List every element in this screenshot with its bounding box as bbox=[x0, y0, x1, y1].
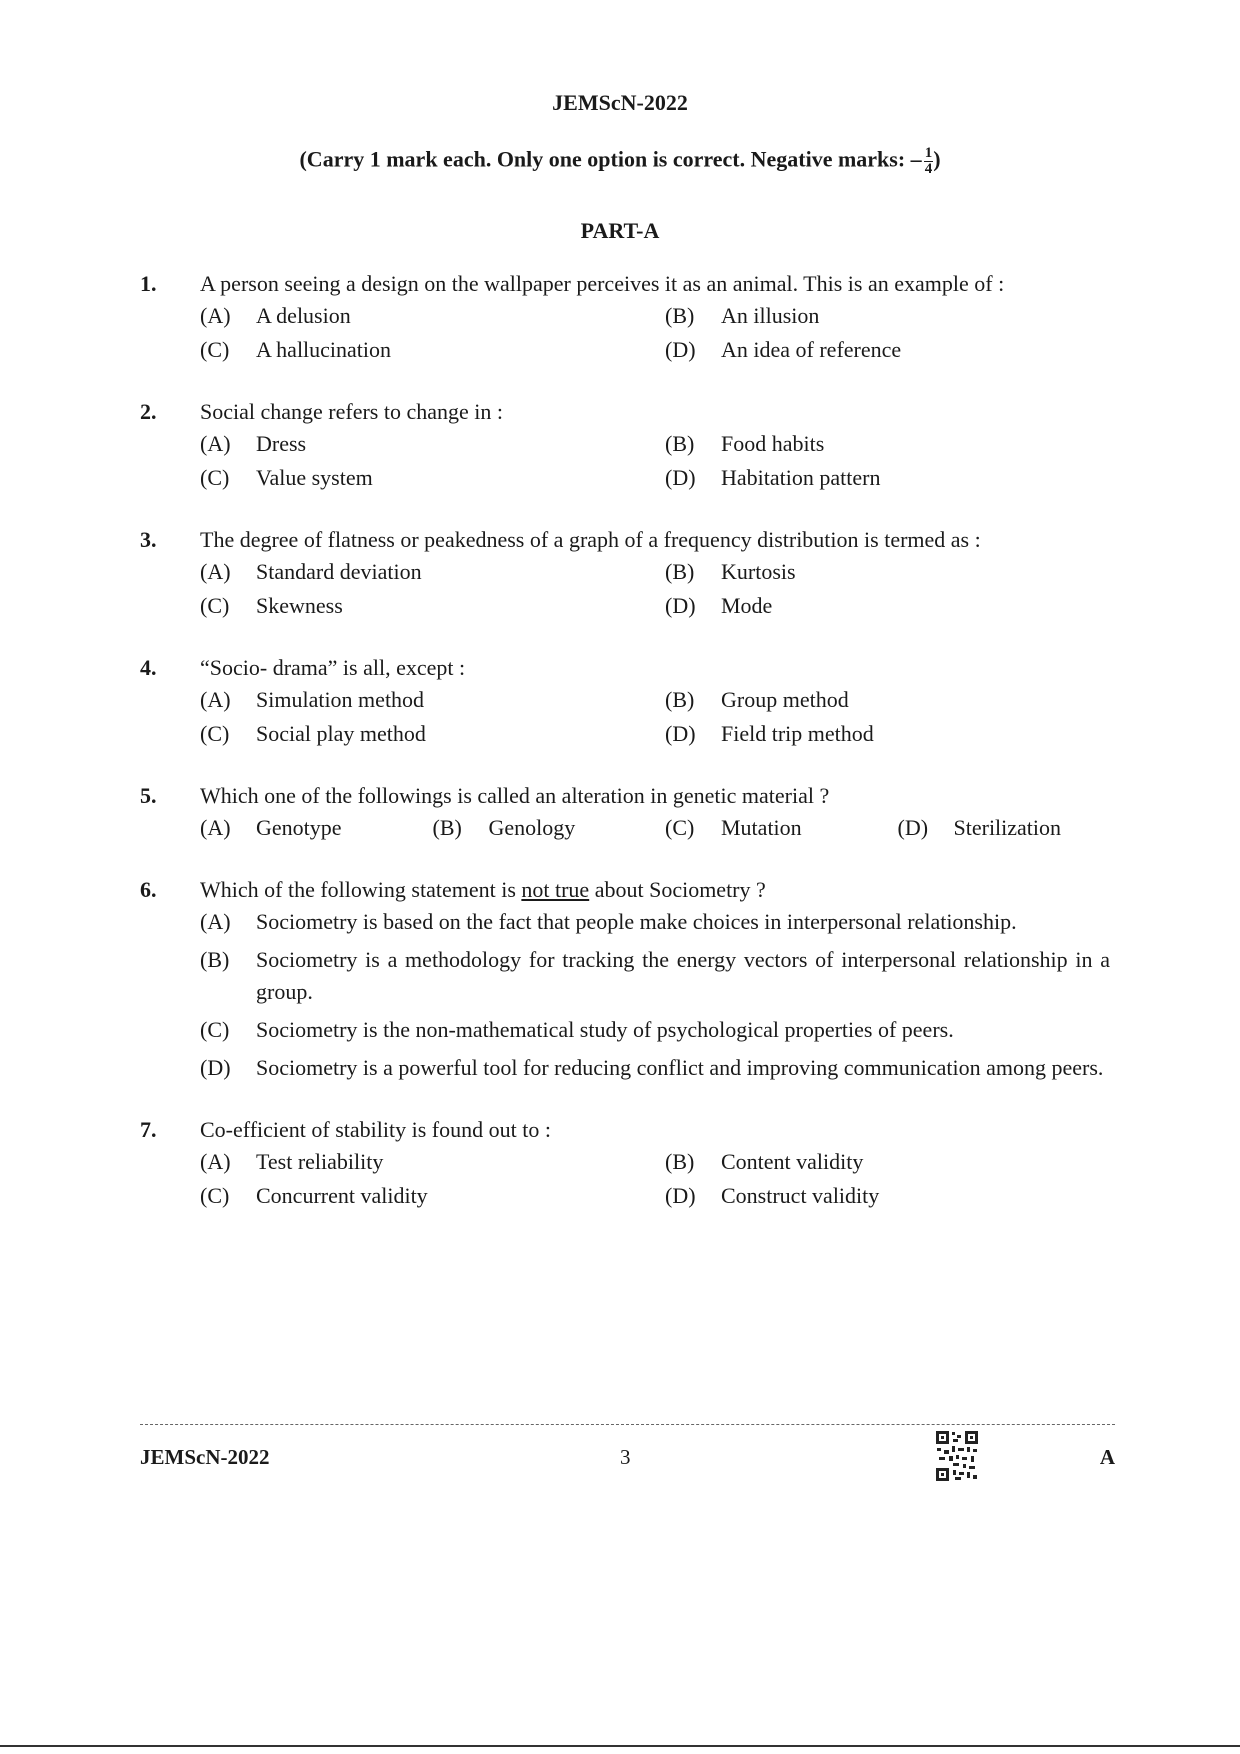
option-a bbox=[200, 684, 645, 716]
option-label: (D) bbox=[665, 593, 696, 618]
option-c bbox=[200, 462, 645, 494]
option-label: (D) bbox=[665, 337, 696, 362]
option-label: (C) bbox=[200, 593, 230, 618]
option-text: An idea of reference bbox=[721, 337, 902, 362]
negative-mark-fraction bbox=[924, 146, 934, 177]
question-number: 2. bbox=[140, 399, 157, 424]
option-text: Sterilization bbox=[953, 815, 1062, 840]
option-b bbox=[665, 684, 1110, 716]
instruction-close: ) bbox=[933, 146, 941, 172]
part-title: PART-A bbox=[580, 218, 660, 243]
question-text: A person seeing a design on the wallpaper perceives it as an animal. This is an example of : bbox=[200, 271, 1005, 296]
option-d bbox=[665, 590, 1110, 622]
option-text: Skewness bbox=[256, 593, 343, 618]
option-grid bbox=[200, 428, 1110, 494]
option-grid bbox=[200, 684, 1110, 750]
question-1 bbox=[140, 268, 1110, 366]
question-4 bbox=[140, 652, 1110, 750]
option-text: Food habits bbox=[721, 431, 825, 456]
option-b bbox=[200, 944, 1110, 1008]
option-b bbox=[665, 1146, 1110, 1178]
qr-code-icon bbox=[935, 1430, 979, 1482]
option-label: (A) bbox=[200, 303, 231, 328]
option-row bbox=[200, 812, 1110, 844]
option-label: (D) bbox=[665, 1183, 696, 1208]
option-label: (D) bbox=[897, 815, 929, 840]
option-text: Field trip method bbox=[721, 721, 874, 746]
option-text: Concurrent validity bbox=[256, 1183, 428, 1208]
option-label: (A) bbox=[200, 687, 231, 712]
option-a bbox=[200, 428, 645, 460]
option-label: (B) bbox=[665, 1149, 695, 1174]
option-label: (B) bbox=[665, 559, 695, 584]
option-text: Kurtosis bbox=[721, 559, 796, 584]
option-label: (C) bbox=[200, 337, 230, 362]
question-text: Which one of the followings is called an alteration in genetic material ? bbox=[200, 783, 830, 808]
question-text-part: Which of the following statement is bbox=[200, 877, 522, 902]
question-number: 4. bbox=[140, 655, 157, 680]
option-text: Genology bbox=[488, 815, 576, 840]
option-text: Value system bbox=[256, 465, 373, 490]
question-number: 6. bbox=[140, 877, 157, 902]
option-label: (B) bbox=[200, 947, 230, 972]
footer-exam-code: JEMScN-2022 bbox=[140, 1445, 270, 1469]
question-7 bbox=[140, 1114, 1110, 1212]
option-label: (A) bbox=[200, 815, 231, 840]
option-text: Sociometry is a methodology for tracking the energy vectors of interpersonal relationship in a group. bbox=[256, 947, 1110, 1004]
question-number: 7. bbox=[140, 1117, 157, 1142]
page-title: JEMScN-2022 bbox=[552, 90, 688, 115]
option-text: Genotype bbox=[256, 815, 342, 840]
option-text: Simulation method bbox=[256, 687, 425, 712]
option-a bbox=[200, 300, 645, 332]
question-2 bbox=[140, 396, 1110, 494]
question-list bbox=[140, 268, 1110, 1242]
option-c bbox=[200, 590, 645, 622]
option-label: (B) bbox=[665, 431, 695, 456]
option-text: Content validity bbox=[721, 1149, 864, 1174]
option-label: (B) bbox=[665, 303, 695, 328]
option-text: Sociometry is based on the fact that people make choices in interpersonal relationship. bbox=[256, 909, 1017, 934]
option-grid bbox=[200, 1146, 1110, 1212]
question-6 bbox=[140, 874, 1110, 1084]
footer-divider bbox=[140, 1424, 1115, 1425]
option-label: (C) bbox=[200, 465, 230, 490]
option-b bbox=[665, 300, 1110, 332]
question-text: “Socio- drama” is all, except : bbox=[200, 655, 466, 680]
fraction-denominator: 4 bbox=[924, 161, 933, 177]
option-list bbox=[200, 906, 1110, 1084]
option-text: A delusion bbox=[256, 303, 351, 328]
option-a bbox=[200, 906, 1110, 938]
page-number: 3 bbox=[620, 1445, 631, 1469]
option-b bbox=[433, 812, 646, 844]
option-label: (A) bbox=[200, 909, 231, 934]
option-label: (B) bbox=[665, 687, 695, 712]
option-text: Construct validity bbox=[721, 1183, 880, 1208]
option-a bbox=[200, 556, 645, 588]
question-text: Social change refers to change in : bbox=[200, 399, 503, 424]
question-text: Co-efficient of stability is found out to : bbox=[200, 1117, 551, 1142]
option-text: Mutation bbox=[721, 815, 802, 840]
option-text: Dress bbox=[256, 431, 307, 456]
option-label: (C) bbox=[200, 1183, 230, 1208]
fraction-numerator: 1 bbox=[924, 145, 933, 161]
option-grid bbox=[200, 556, 1110, 622]
option-c bbox=[665, 812, 878, 844]
option-text: Test reliability bbox=[256, 1149, 384, 1174]
marking-instruction bbox=[0, 146, 1240, 177]
option-d bbox=[898, 812, 1111, 844]
option-c bbox=[200, 334, 645, 366]
option-text: Mode bbox=[721, 593, 773, 618]
option-c bbox=[200, 1014, 1110, 1046]
option-d bbox=[665, 462, 1110, 494]
option-grid bbox=[200, 300, 1110, 366]
underlined-phrase: not true bbox=[521, 877, 590, 902]
option-label: (B) bbox=[432, 815, 462, 840]
option-b bbox=[665, 428, 1110, 460]
option-text: Sociometry is a powerful tool for reducing conflict and improving communication among peers. bbox=[256, 1055, 1104, 1080]
option-label: (C) bbox=[200, 1017, 230, 1042]
option-b bbox=[665, 556, 1110, 588]
option-text: Sociometry is the non-mathematical study of psychological properties of peers. bbox=[256, 1017, 954, 1042]
question-number: 3. bbox=[140, 527, 157, 552]
question-text-part: about Sociometry ? bbox=[589, 877, 766, 902]
option-text: Social play method bbox=[256, 721, 426, 746]
option-text: An illusion bbox=[721, 303, 820, 328]
option-a bbox=[200, 1146, 645, 1178]
option-text: Habitation pattern bbox=[721, 465, 881, 490]
question-text: The degree of flatness or peakedness of a graph of a frequency distribution is termed as : bbox=[200, 527, 981, 552]
question-number: 5. bbox=[140, 783, 157, 808]
option-label: (A) bbox=[200, 559, 231, 584]
option-d bbox=[665, 334, 1110, 366]
option-c bbox=[200, 1180, 645, 1212]
question-3 bbox=[140, 524, 1110, 622]
option-a bbox=[200, 812, 413, 844]
question-text bbox=[200, 874, 1110, 906]
option-d bbox=[200, 1052, 1110, 1084]
option-label: (C) bbox=[665, 815, 695, 840]
option-label: (A) bbox=[200, 1149, 231, 1174]
option-text: Group method bbox=[721, 687, 849, 712]
option-d bbox=[665, 1180, 1110, 1212]
question-series: A bbox=[1099, 1445, 1115, 1469]
option-text: Standard deviation bbox=[256, 559, 422, 584]
option-text: A hallucination bbox=[256, 337, 392, 362]
page-bottom-edge bbox=[0, 1745, 1240, 1747]
option-d bbox=[665, 718, 1110, 750]
question-number: 1. bbox=[140, 271, 157, 296]
question-5 bbox=[140, 780, 1110, 844]
option-label: (C) bbox=[200, 721, 230, 746]
option-c bbox=[200, 718, 645, 750]
option-label: (D) bbox=[665, 721, 696, 746]
option-label: (D) bbox=[665, 465, 696, 490]
option-label: (D) bbox=[200, 1055, 231, 1080]
instruction-text: (Carry 1 mark each. Only one option is correct. Negative marks: – bbox=[299, 146, 922, 172]
option-label: (A) bbox=[200, 431, 231, 456]
